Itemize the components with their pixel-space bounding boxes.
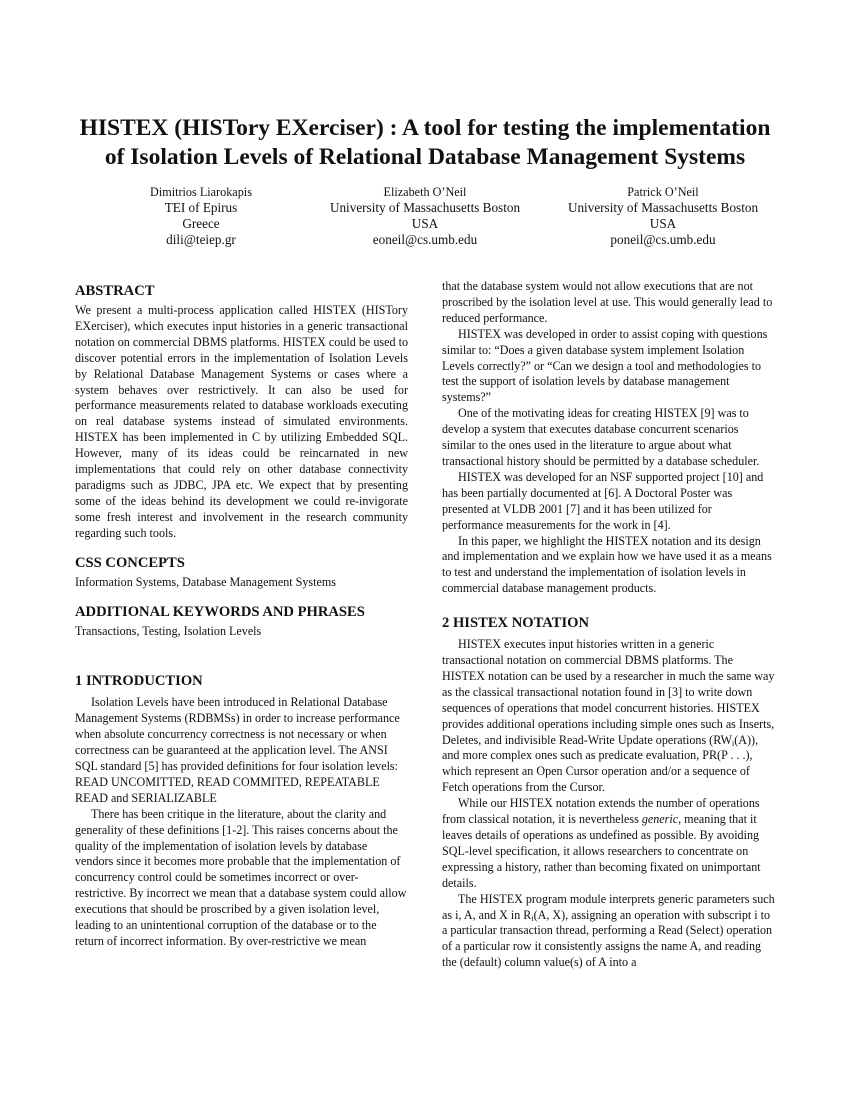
intro-paragraph-1: Isolation Levels have been introduced in Relational Database Management Systems (RDBMSs) in order to increase performance when absolute concurrency correctness is not necessary or when correctness can be guaranteed at the application level. The ANSI SQL standard [5] has provided definitions for four isolation levels: READ UNCOMITTED, READ COMMITED, REPEATABLE READ and SERIALIZABLE bbox=[75, 695, 400, 805]
left-column bbox=[75, 282, 408, 950]
paper-title bbox=[40, 114, 810, 172]
abstract-heading: ABSTRACT bbox=[75, 283, 155, 299]
notation-heading: 2 HISTEX NOTATION bbox=[442, 615, 590, 632]
author-location: USA bbox=[649, 216, 677, 231]
author-affiliation: University of Massachusetts Boston bbox=[329, 200, 521, 215]
author-1 bbox=[96, 184, 306, 248]
introduction-heading: 1 INTRODUCTION bbox=[75, 673, 203, 690]
intro-paragraph-6: In this paper, we highlight the HISTEX notation and its design and implementation and we explain how we have used it as a means to test and understand the implementation of isolation levels in commercial database management products. bbox=[442, 533, 772, 596]
author-name: Dimitrios Liarokapis bbox=[150, 185, 252, 199]
author-name: Elizabeth O’Neil bbox=[383, 185, 467, 199]
author-email: eoneil@cs.umb.edu bbox=[372, 232, 478, 247]
notation-paragraph-1: HISTEX executes input histories written in a generic transactional notation on commercial DBMS platforms. The HISTEX notation can be used by a researcher in much the same way as the classical transactional notation found in [3] to write down sequences of operations that model concurrent histories. HISTEX provides additional operations including simple ones such as Inserts, Deletes, and indivisible Read-Write Update operations $(RW_i(A))$, and more complex ones such as predicate evaluation, PR(P . . .), which represent an Open Cursor operation and/or a sequence of Fetch operations from the Cursor. bbox=[442, 637, 775, 795]
intro-paragraph-2: There has been critique in the literature, about the clarity and generality of these definitions [1-2]. This raises concerns about the quality of the implementation of isolation levels by database vendors since it becomes more probable that the implementation of concurrency control could be sometimes incorrect or over-restrictive. By incorrect we mean that a database system could allow executions that should be proscribed by a given isolation level, leading to an unintentional corruption of the database or to the return of incorrect information. By over-restrictive we mean bbox=[75, 806, 407, 948]
notation-paragraph-3: The HISTEX program module interprets generic parameters such as i, A, and X in $R_i(A$, X), assigning an operation with subscript i to a particular transaction thread, performing a Read (Select) operation of a particular row it consistently assigns the name A, and reading the (default) column value(s) of A into a bbox=[442, 891, 775, 970]
intro-paragraph-4: One of the motivating ideas for creating HISTEX [9] was to develop a system that executes database concurrent scenarios similar to the ones used in the literature to argue about what transactional history should be permitted by a database scheduler. bbox=[442, 406, 760, 468]
author-email: poneil@cs.umb.edu bbox=[610, 232, 716, 247]
keywords-heading: ADDITIONAL KEYWORDS AND PHRASES bbox=[75, 603, 365, 620]
author-location: USA bbox=[411, 216, 439, 231]
keywords-text: Transactions, Testing, Isolation Levels bbox=[75, 623, 262, 638]
right-column bbox=[442, 279, 775, 971]
notation-paragraph-2: While our HISTEX notation extends the number of operations from classical notation, it is nevertheless generic, meaning that it leaves details of operations as undefined as possible. By avoiding SQL-level specification, it allows researchers to concentrate on expressing a history, rather than becoming fixated on unimportant details. bbox=[442, 796, 761, 890]
author-affiliation: University of Massachusetts Boston bbox=[567, 200, 759, 215]
author-3 bbox=[548, 184, 778, 248]
intro-paragraph-5: HISTEX was developed for an NSF supported project [10] and has been partially documented at [6]. A Doctoral Poster was presented at VLDB 2001 [7] and it has been utilized for performance measurements for the work in [4]. bbox=[442, 469, 764, 532]
intro-paragraph-3: HISTEX was developed in order to assist coping with questions similar to: “Does a given database system implement Isolation Levels correctly?” or “Can we design a tool and methodologies to test the support of isolation levels by database management systems?” bbox=[442, 326, 768, 405]
author-email: dili@teiep.gr bbox=[166, 232, 236, 247]
css-concepts-text: Information Systems, Database Management Systems bbox=[75, 574, 336, 589]
css-concepts-heading: CSS CONCEPTS bbox=[75, 554, 185, 571]
title-line-2: of Isolation Levels of Relational Database Management Systems bbox=[104, 144, 746, 170]
intro-paragraph-2-continued: that the database system would not allow executions that are not proscribed by the isolation level at use. This would generally lead to reduced performance. bbox=[442, 279, 773, 325]
author-2 bbox=[310, 184, 540, 248]
title-line-1: HISTEX (HISTory EXerciser) : A tool for testing the implementation bbox=[79, 115, 771, 141]
author-affiliation: TEI of Epirus bbox=[164, 200, 238, 215]
author-name: Patrick O’Neil bbox=[627, 185, 699, 199]
abstract-text: We present a multi-process application called HISTEX (HISTory EXerciser), which executes input histories in a generic transactional notation on commercial DBMS platforms. HISTEX could be used to discover potential errors in the implementation of Isolation Levels by Relational Database Management Systems or cases where a system behaves over restrictively. It can also be used for performance measurements related to database workloads executing on real database systems instead of simulated environments. HISTEX has been implemented in C by utilizing Embedded SQL. However, many of its ideas could be reincarnated in new implementations that could rely on other database connectivity paradigms such as JDBC, JPA etc. We expect that by presenting some of the ideas behind its development we could re-invigorate some fresh interest and involvement in the research community regarding such tools. bbox=[75, 303, 408, 540]
author-location: Greece bbox=[182, 216, 220, 231]
